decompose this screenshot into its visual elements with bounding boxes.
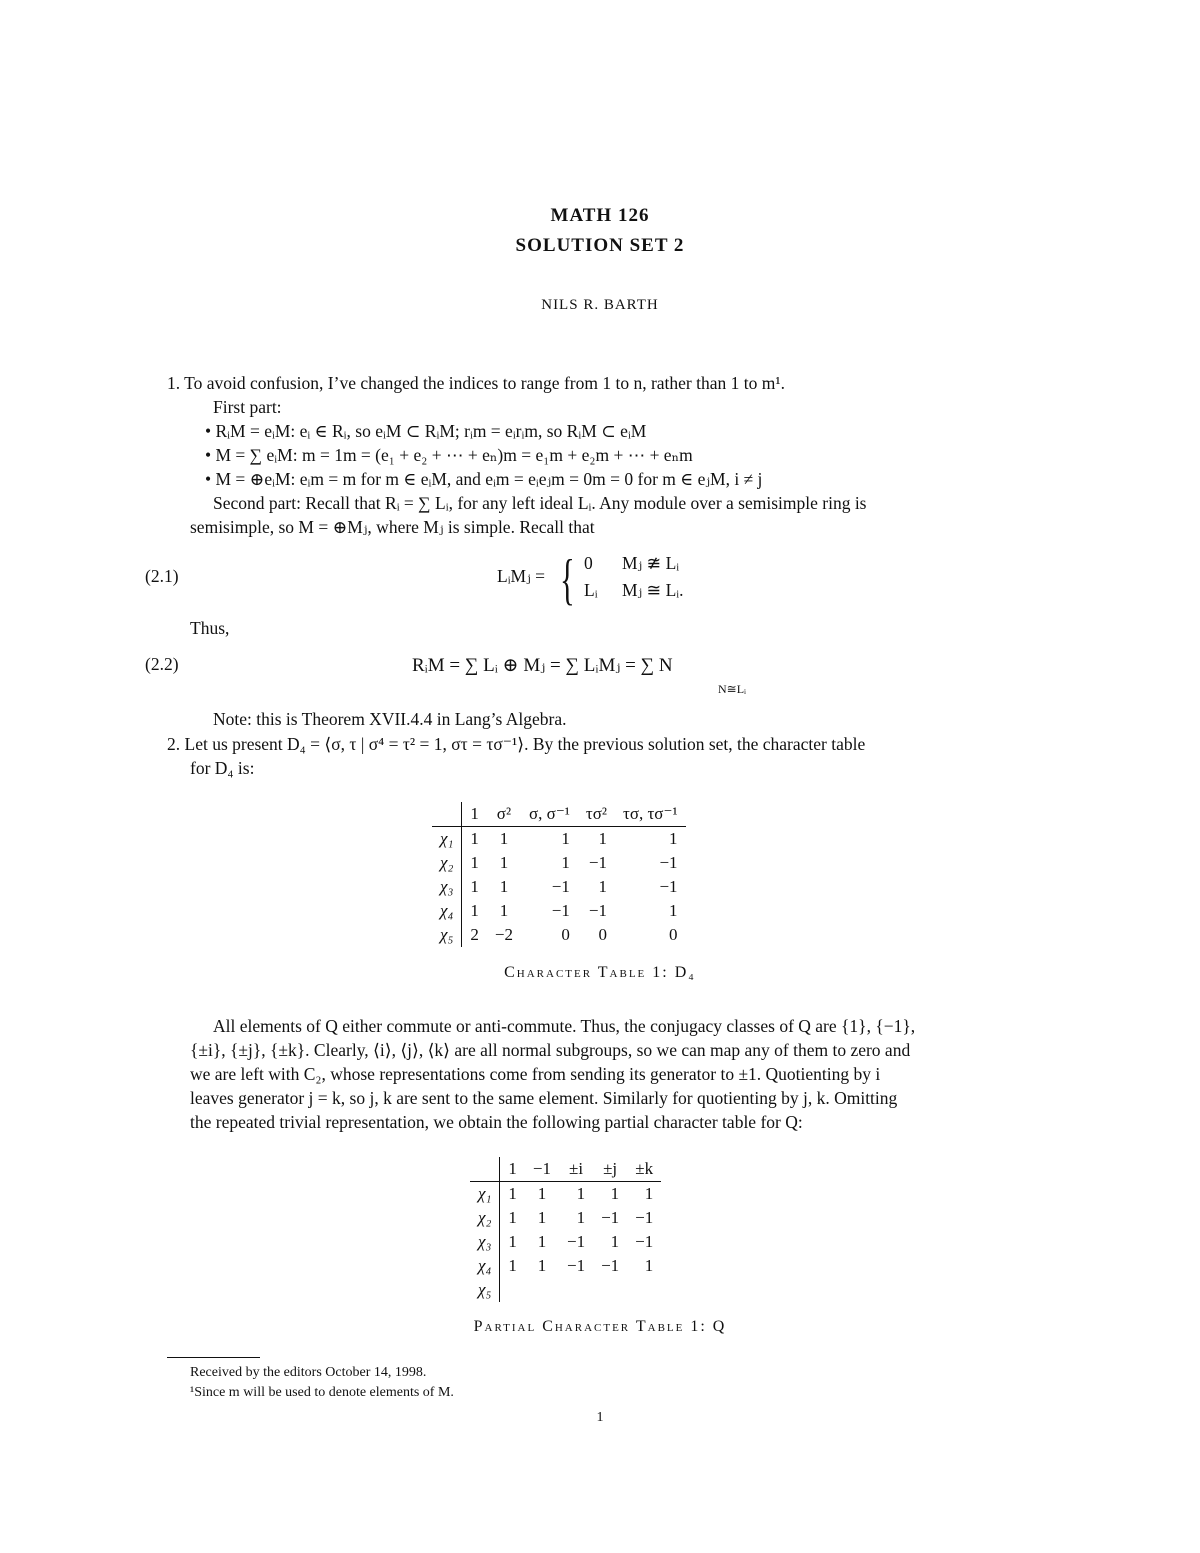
table-cell: −1 xyxy=(566,1256,586,1275)
paper-title: MATH 126 xyxy=(550,205,650,226)
table-row xyxy=(432,875,686,899)
table-row xyxy=(432,923,686,947)
table-cell: 1 xyxy=(644,1256,654,1275)
q-paragraph-line-3: we are left with C₂, whose representations come from sending its generator to ±1. Quotienting by i xyxy=(190,1064,881,1084)
page-number: 1 xyxy=(596,1410,604,1425)
table-row xyxy=(432,827,686,852)
table-cell: 1 xyxy=(462,875,487,899)
table-cell: −1 xyxy=(588,853,607,872)
table-cell: −1 xyxy=(601,1256,620,1275)
table-cell: 1 xyxy=(537,1232,547,1251)
paper-subtitle: SOLUTION SET 2 xyxy=(515,235,685,256)
q-paragraph-line-4: leaves generator j = k, so j, k are sent to the same element. Similarly for quotienting by j, k. Omitting xyxy=(190,1088,898,1108)
table-corner xyxy=(432,802,462,827)
table-cell xyxy=(627,1278,661,1302)
table-cell: 1 xyxy=(610,1184,620,1203)
row-label: χ₁ xyxy=(478,1184,492,1203)
table-cell: −1 xyxy=(601,1208,620,1227)
case-1-condition: Mⱼ ≇ Lᵢ xyxy=(622,553,680,573)
equation-2-2: RᵢM = ∑ Lᵢ ⊕ Mⱼ = ∑ LᵢMⱼ = ∑ N xyxy=(412,655,673,676)
table-cell: −2 xyxy=(494,925,513,944)
problem1-intro: 1. To avoid confusion, I’ve changed the indices to range from 1 to n, rather than 1 to m¹. xyxy=(167,373,785,393)
table-cell: −1 xyxy=(659,877,678,896)
table-cell: 1 xyxy=(499,829,509,848)
row-label: χ₂ xyxy=(478,1208,492,1227)
column-header: ±i xyxy=(559,1157,593,1182)
table-cell: 1 xyxy=(576,1184,586,1203)
table-cell: 1 xyxy=(644,1184,654,1203)
column-header: 1 xyxy=(462,802,487,827)
table-cell: 1 xyxy=(499,877,509,896)
column-header: σ² xyxy=(487,802,521,827)
column-header: ±j xyxy=(593,1157,627,1182)
table-cell: 1 xyxy=(462,899,487,923)
table-row xyxy=(470,1206,661,1230)
equation-number-2-1: (2.1) xyxy=(145,566,179,586)
table-row xyxy=(470,1278,661,1302)
row-label: χ₃ xyxy=(440,877,454,896)
cases-brace: { xyxy=(560,549,575,611)
table-cell: −1 xyxy=(551,901,570,920)
table-cell: −1 xyxy=(566,1232,586,1251)
equation-2-1-lhs: LᵢMⱼ = xyxy=(497,566,545,586)
first-part-label: First part: xyxy=(213,397,282,417)
table-cell: −1 xyxy=(659,853,678,872)
column-header: σ, σ⁻¹ xyxy=(521,802,578,827)
row-label: χ₄ xyxy=(440,901,454,920)
table-cell: 1 xyxy=(499,853,509,872)
column-header: −1 xyxy=(525,1157,559,1182)
footnote-1: ¹Since m will be used to denote elements of M. xyxy=(190,1385,454,1400)
table-cell xyxy=(559,1278,593,1302)
table-header-row xyxy=(432,802,686,827)
author: NILS R. BARTH xyxy=(541,297,659,313)
received-note: Received by the editors October 14, 1998. xyxy=(190,1365,427,1380)
table-cell: −1 xyxy=(588,901,607,920)
equation-number-2-2: (2.2) xyxy=(145,654,179,674)
row-label: χ₅ xyxy=(440,925,454,944)
row-label: χ₂ xyxy=(440,853,454,872)
table-cell: 1 xyxy=(537,1208,547,1227)
problem2-intro-line-2: for D₄ is: xyxy=(190,758,255,778)
character-table-d4 xyxy=(432,802,686,947)
table-cell xyxy=(593,1278,627,1302)
second-part-line-2: semisimple, so M = ⊕Mⱼ, where Mⱼ is simple. Recall that xyxy=(190,517,595,537)
column-header: τσ, τσ⁻¹ xyxy=(615,802,686,827)
table-cell: 2 xyxy=(462,923,487,947)
table-cell: −1 xyxy=(551,877,570,896)
equation-2-2-subscript: N≅Lᵢ xyxy=(718,682,747,696)
row-label: χ₄ xyxy=(478,1256,492,1275)
table-cell: 1 xyxy=(462,851,487,875)
table-row xyxy=(470,1254,661,1278)
case-1-value: 0 xyxy=(584,553,593,573)
table-cell xyxy=(525,1278,559,1302)
lang-note: Note: this is Theorem XVII.4.4 in Lang’s Algebra. xyxy=(213,709,567,729)
row-label: χ₃ xyxy=(478,1232,492,1251)
table-cell: 1 xyxy=(561,829,570,848)
partial-character-table-q xyxy=(470,1157,661,1302)
q-paragraph-line-5: the repeated trivial representation, we obtain the following partial character table for Q: xyxy=(190,1112,803,1132)
table-row xyxy=(432,851,686,875)
table-cell: 1 xyxy=(598,877,607,896)
table-cell: 1 xyxy=(576,1208,586,1227)
table-cell: 1 xyxy=(500,1230,525,1254)
table-cell: 0 xyxy=(669,925,678,944)
table-cell: 1 xyxy=(499,901,509,920)
table-header-row xyxy=(470,1157,661,1182)
problem2-intro-line-1: 2. Let us present D₄ = ⟨σ, τ | σ⁴ = τ² = 1, στ = τσ⁻¹⟩. By the previous solution set, the character table xyxy=(167,734,866,754)
row-label: χ₁ xyxy=(440,829,454,848)
table-cell: 1 xyxy=(537,1184,547,1203)
table-cell: −1 xyxy=(635,1232,654,1251)
row-label: χ₅ xyxy=(478,1280,492,1299)
table-corner xyxy=(470,1157,500,1182)
table-cell: 1 xyxy=(669,829,678,848)
table-cell: 1 xyxy=(610,1232,620,1251)
table-cell xyxy=(500,1278,525,1302)
column-header: 1 xyxy=(500,1157,525,1182)
table-row xyxy=(470,1182,661,1207)
column-header: τσ² xyxy=(578,802,615,827)
bullet-1: • RᵢM = eᵢM: eᵢ ∈ Rᵢ, so eᵢM ⊂ RᵢM; rᵢm = eᵢrᵢm, so RᵢM ⊂ eᵢM xyxy=(205,421,647,441)
table-row xyxy=(470,1230,661,1254)
case-2-condition: Mⱼ ≅ Lᵢ. xyxy=(622,580,684,600)
bullet-3: • M = ⊕eᵢM: eᵢm = m for m ∈ eᵢM, and eᵢm = eᵢeⱼm = 0m = 0 for m ∈ eⱼM, i ≠ j xyxy=(205,469,763,489)
table-cell: 1 xyxy=(500,1206,525,1230)
table-cell: 1 xyxy=(500,1182,525,1207)
table-cell: 1 xyxy=(598,829,607,848)
bullet-2: • M = ∑ eᵢM: m = 1m = (e₁ + e₂ + ⋯ + eₙ)m = e₁m + e₂m + ⋯ + eₙm xyxy=(205,445,693,465)
footnote-rule xyxy=(167,1357,260,1358)
table-cell: −1 xyxy=(635,1208,654,1227)
q-paragraph-line-1: All elements of Q either commute or anti-commute. Thus, the conjugacy classes of Q are {1}, {−1}, xyxy=(213,1016,916,1036)
table-cell: 1 xyxy=(561,853,570,872)
second-part-line-1: Second part: Recall that Rᵢ = ∑ Lᵢ, for any left ideal Lᵢ. Any module over a semisimple ring is xyxy=(213,493,867,513)
table-cell: 1 xyxy=(537,1256,547,1275)
q-paragraph-line-2: {±i}, {±j}, {±k}. Clearly, ⟨i⟩, ⟨j⟩, ⟨k⟩ are all normal subgroups, so we can map any of them to zero and xyxy=(190,1040,911,1060)
table-cell: 0 xyxy=(598,925,607,944)
table-cell: 1 xyxy=(500,1254,525,1278)
table-row xyxy=(432,899,686,923)
column-header: ±k xyxy=(627,1157,661,1182)
table-cell: 1 xyxy=(462,827,487,852)
thus-text: Thus, xyxy=(190,618,230,638)
table-2-caption: Partial Character Table 1: Q xyxy=(473,1318,727,1335)
table-cell: 0 xyxy=(561,925,570,944)
table-cell: 1 xyxy=(669,901,678,920)
case-2-value: Lᵢ xyxy=(584,580,598,600)
table-1-caption: Character Table 1: D₄ xyxy=(504,964,696,981)
